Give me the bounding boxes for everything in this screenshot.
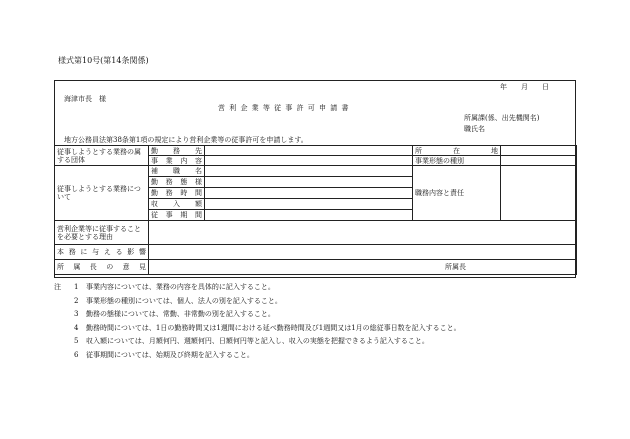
note-text: 収入額については、月額何円、週額何円、日額何円等と記入し、収入の実態を把握できるよう記入すること。 (86, 337, 429, 345)
notes (54, 281, 614, 362)
manager-signature[interactable]: 所属長 (149, 260, 577, 275)
impact-label: 本 務 に 与 え る 影 響 (55, 245, 149, 260)
business-label: 事 業 内 容 (149, 156, 205, 166)
addressee: 海津市長 様 (64, 95, 106, 103)
note-number: 4 (74, 323, 79, 332)
note-text: 勤務の態様については、常勤、非常勤の別を記入すること。 (86, 310, 275, 318)
impact-field[interactable] (149, 245, 577, 260)
duty-item-post: 補 職 名 (149, 166, 205, 177)
reason-label: 営利企業等に従事することを必要とする理由 (55, 221, 149, 245)
note-number: 3 (74, 310, 79, 318)
note-text: 勤務時間については、1日の勤務時間又は1週間における延べ勤務時間及び1週間又は1月の総従事日数を記入すること。 (86, 323, 461, 332)
location-field[interactable] (501, 146, 577, 156)
period-field[interactable] (205, 210, 413, 221)
applicant-dept: 所属課(係、出先機関名) (464, 114, 540, 122)
note-1 (54, 281, 614, 295)
application-table (54, 145, 577, 275)
manager-opinion-label: 所 属 長 の 意 見 (55, 260, 149, 275)
mode-field[interactable] (205, 177, 413, 188)
duty-label: 従事しようとする業務について (55, 166, 149, 221)
duty-content-label: 職務内容と責任 (413, 166, 501, 221)
duty-item-period: 従 事 期 間 (149, 210, 205, 221)
duty-content-field[interactable] (501, 166, 577, 221)
note-2 (54, 295, 614, 309)
form-title: 営 利 企 業 等 従 事 許 可 申 請 書 (218, 104, 350, 112)
location-label: 所 在 地 (413, 146, 501, 156)
note-5 (54, 335, 614, 349)
duty-item-mode: 勤 務 態 様 (149, 177, 205, 188)
form-number: 様式第10号(第14条関係) (58, 56, 149, 65)
notes-head: 注 (54, 283, 61, 291)
hours-field[interactable] (205, 188, 413, 199)
statement: 地方公務員法第38条第1項の規定により営利企業等の従事許可を申請します。 (64, 136, 308, 144)
employer-field[interactable] (205, 146, 413, 156)
note-number: 6 (74, 350, 79, 359)
note-text: 事業内容については、業務の内容を具体的に記入すること。 (86, 283, 275, 291)
reason-field[interactable] (149, 221, 577, 245)
business-type-field[interactable] (501, 156, 577, 166)
income-field[interactable] (205, 199, 413, 210)
note-3 (54, 308, 614, 322)
post-field[interactable] (205, 166, 413, 177)
business-field[interactable] (205, 156, 413, 166)
note-4 (54, 322, 614, 336)
note-number: 5 (74, 337, 79, 345)
note-text: 従事期間については、始期及び終期を記入すること。 (86, 350, 254, 359)
note-number: 2 (74, 296, 79, 305)
duty-item-income: 収 入 額 (149, 199, 205, 210)
applicant-name: 職氏名 (464, 125, 485, 133)
date-line: 年 月 日 (500, 83, 549, 91)
duty-item-hours: 勤 務 時 間 (149, 188, 205, 199)
note-6 (54, 349, 614, 363)
note-text: 事業形態の種別については、個人、法人の別を記入すること。 (86, 296, 282, 305)
employer-label: 勤 務 先 (149, 146, 205, 156)
org-label: 従事しようとする業務の属する団体 (55, 146, 149, 166)
business-type-label: 事業形態の種別 (413, 156, 501, 166)
note-number: 1 (74, 283, 79, 291)
